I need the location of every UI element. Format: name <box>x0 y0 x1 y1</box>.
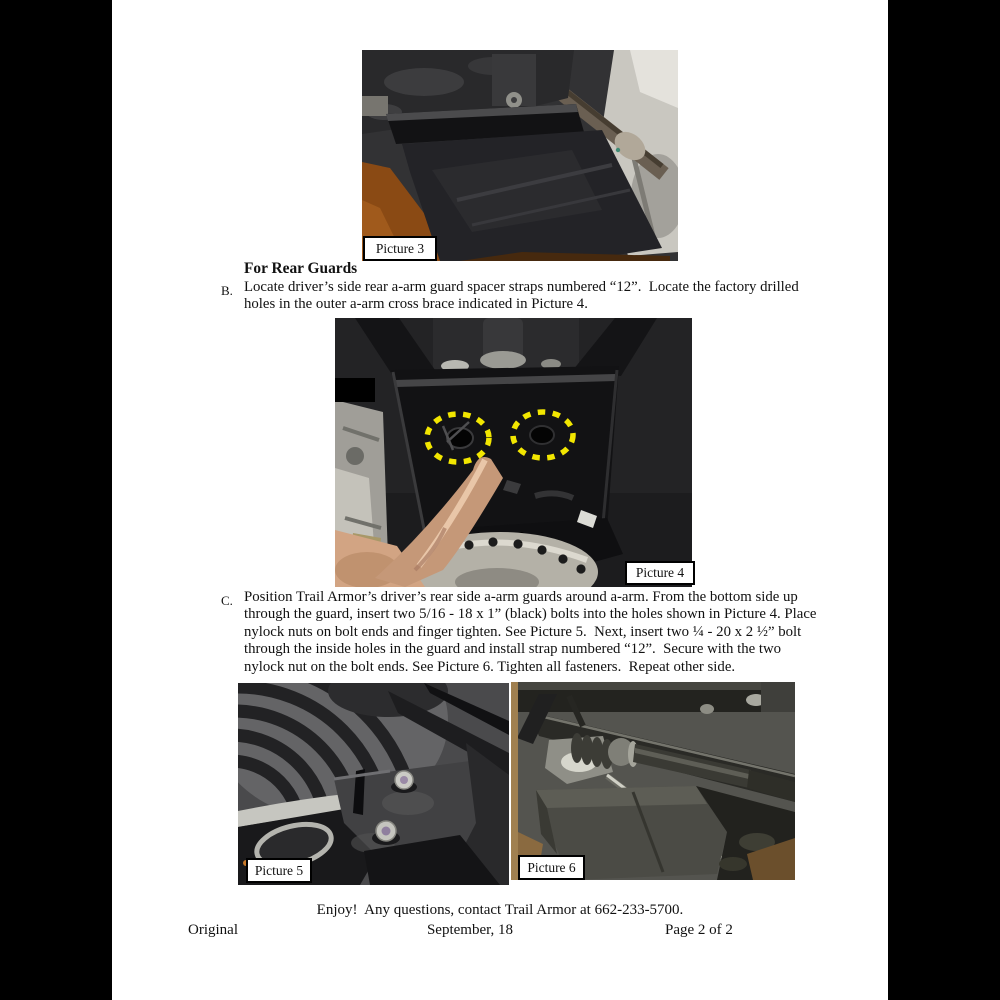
right-black-margin <box>888 0 1000 1000</box>
footer-center: September, 18 <box>426 922 514 938</box>
footer-right: Page 2 of 2 <box>665 922 733 938</box>
left-black-margin <box>0 0 112 1000</box>
step-b-text: Locate driver’s side rear a-arm guard spacer straps numbered “12”. Locate the factory drilled holes in the outer a-arm cross brace indicated in Picture 4. <box>244 279 803 313</box>
picture-5-photo <box>238 683 509 885</box>
picture-6-photo <box>511 682 795 880</box>
picture-6-illustration <box>511 682 795 880</box>
footer-left: Original <box>188 922 238 938</box>
picture-5-label <box>246 858 312 883</box>
picture-4-label <box>625 561 695 585</box>
closing-line: Enjoy! Any questions, contact Trail Armor at 662-233-5700. <box>316 902 684 918</box>
picture-5-label-text: Picture 5 <box>254 862 304 878</box>
step-b-marker: B. <box>221 283 233 298</box>
picture-3-photo <box>362 50 678 261</box>
picture-3-label <box>363 236 437 261</box>
picture-6-label-text: Picture 6 <box>527 859 576 875</box>
picture-3-label-text: Picture 3 <box>375 240 425 256</box>
step-c-text: Position Trail Armor’s driver’s rear side a-arm guards around a-arm. From the bottom side up through the guard, insert two 5/16 - 18 x 1” (black) bolts into the holes shown in Picture 4. Place nylock nuts on bolt ends and finger tighten. See Picture 5. Next, insert two ¼ - 20 x 2 ½” bolt through the inside holes in the guard and install strap numbered “12”. Secure with the two nylock nut on the bolt ends. See Picture 6. Tighten all fasteners. Repeat other side. <box>244 589 821 675</box>
picture-4-label-text: Picture 4 <box>635 565 685 581</box>
picture-4-illustration <box>335 318 692 587</box>
picture-4-photo <box>335 318 692 587</box>
picture-3-illustration <box>362 50 678 261</box>
picture-5-illustration <box>238 683 509 885</box>
step-c-marker: C. <box>221 593 233 608</box>
section-heading: For Rear Guards <box>244 260 358 277</box>
picture-6-label <box>518 855 585 880</box>
